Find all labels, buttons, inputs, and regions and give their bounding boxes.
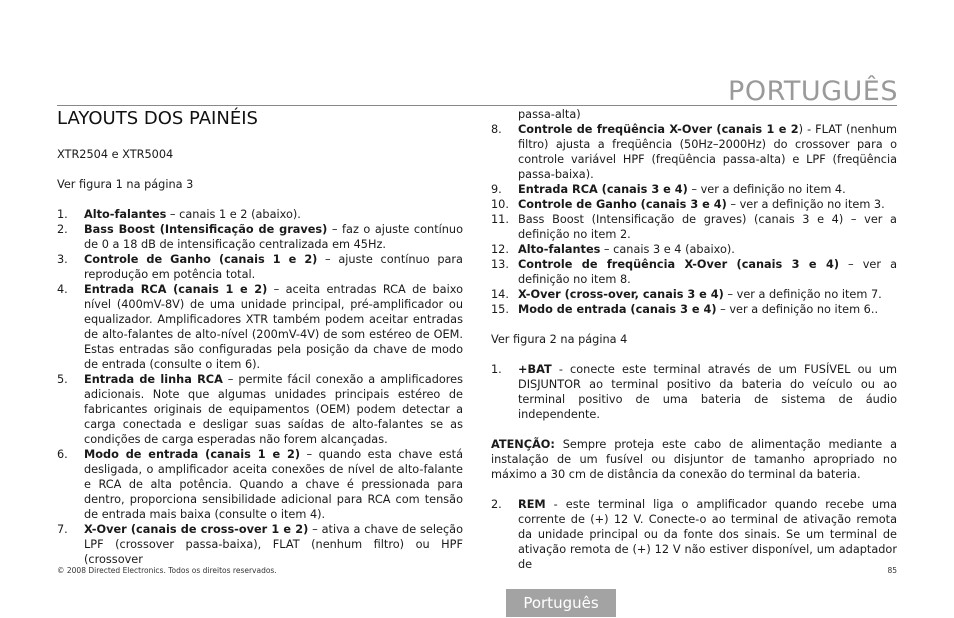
item-text [518, 197, 897, 212]
item-label: X-Over (canais de cross-over 1 e 2) [84, 523, 309, 536]
language-title: PORTUGUÊS [728, 76, 898, 107]
figure-reference-2: Ver figura 2 na página 4 [491, 333, 628, 346]
item-number: 2. [491, 498, 502, 511]
item-label: +BAT [518, 363, 552, 376]
item-text [518, 497, 897, 572]
item-label: Modo de entrada (canais 3 e 4) [518, 303, 717, 316]
item-number: 13. [491, 258, 509, 271]
item-text [518, 287, 897, 302]
list-item [57, 282, 463, 372]
item-desc: – ver a definição no item 4. [687, 183, 846, 196]
list-item [491, 302, 897, 317]
item-number: 5. [57, 373, 68, 386]
list-item [491, 122, 897, 182]
item-number: 4. [57, 283, 68, 296]
item-label: Alto-falantes [518, 243, 601, 256]
language-tab: Português [506, 589, 616, 617]
item-desc: – canais 1 e 2 (abaixo). [166, 208, 301, 221]
item-label: Alto-falantes [84, 208, 167, 221]
item-desc: - conecte este terminal através de um FUSÍVEL ou um DISJUNTOR ao terminal positivo da bateria do veículo ou ao terminal positivo de uma bateria de sistema de áudio independente. [518, 363, 897, 421]
item-number: 2. [57, 223, 68, 236]
item-desc: ) - FLAT (nenhum filtro) ajusta a freqüência (50Hz–2000Hz) do crossover para o controle variável HPF (freqüência passa-alta) e LPF (freqüência passa-baixa). [518, 123, 897, 181]
item-desc: – quando esta chave está desligada, o amplificador aceita conexões de nível de alto-falante e RCA de alta potência. Quando a chave é pressionada para dentro, proporciona sensibilidade adicional para RCA com tensão de entrada mais baixa (consulte o item 4). [84, 448, 464, 521]
page-number: 85 [887, 566, 897, 575]
list-item [491, 212, 897, 242]
item-label: Controle de Ganho (canais 1 e 2) [84, 253, 318, 266]
item-text [518, 122, 897, 182]
item-number: 14. [491, 288, 509, 301]
item-desc: – ativa a chave de seleção LPF (crossover passa-baixa), FLAT (nenhum filtro) ou HPF (crossover [84, 523, 463, 566]
item-text [518, 302, 897, 317]
item-label: Controle de freqüência X-Over (canais 1 e 2 [518, 123, 799, 136]
item-number: 9. [491, 183, 502, 196]
item-text [84, 282, 463, 372]
list-item [57, 447, 463, 522]
item-number: 15. [491, 303, 509, 316]
list-item [491, 242, 897, 257]
item-label: Bass Boost (Intensificação de graves) [84, 223, 328, 236]
continuation-text: passa-alta) [518, 108, 581, 121]
item-desc: – canais 3 e 4 (abaixo). [600, 243, 735, 256]
right-item-list [491, 122, 897, 317]
item-number: 10. [491, 198, 509, 211]
copyright-notice: © 2008 Directed Electronics. Todos os direitos reservados. [57, 566, 277, 575]
item-text [518, 182, 897, 197]
item-desc: – ver a definição no item 7. [723, 288, 882, 301]
item-number: 1. [57, 208, 68, 221]
item-desc: - este terminal liga o amplificador quando recebe uma corrente de (+) 12 V. Conecte-o ao terminal de ativação remota da unidade principal ou da fonte dos sinais. Se um terminal de ativação remota de (+) 12 V não estiver disponível, um adaptador de [518, 498, 897, 571]
item-text [518, 242, 897, 257]
item-text [518, 212, 897, 242]
right-column [491, 107, 897, 572]
list-item [491, 197, 897, 212]
item-text [84, 207, 463, 222]
item-label: Entrada RCA (canais 3 e 4) [518, 183, 688, 196]
item-desc: – ver a definição no item 3. [726, 198, 885, 211]
item-text [84, 222, 463, 252]
item-text [84, 372, 463, 447]
left-item-list [57, 207, 463, 567]
list-item [491, 257, 897, 287]
list-item [57, 372, 463, 447]
item-number: 11. [491, 213, 509, 226]
figure-reference: Ver figura 1 na página 3 [57, 178, 194, 191]
bat-item [491, 362, 897, 422]
item-number: 7. [57, 523, 68, 536]
models-line: XTR2504 e XTR5004 [57, 148, 174, 161]
header-divider [57, 105, 897, 106]
item-desc: Bass Boost (Intensificação de graves) (canais 3 e 4) – ver a definição no item 2. [518, 213, 897, 241]
item-desc: – aceita entradas RCA de baixo nível (400mV-8V) de uma unidade principal, pré-amplificador ou equalizador. Amplificadores XTR também podem aceitar entradas de alto-falantes de alto-nível (200mV-4V) de som estéreo de OEM. Estas entradas são configuradas pela posição da chave de modo de entrada (consulte o item 6). [84, 283, 463, 371]
item-label: Entrada RCA (canais 1 e 2) [84, 283, 268, 296]
item-text [518, 362, 897, 422]
item-desc: – faz o ajuste contínuo de 0 a 18 dB de intensificação centralizada em 45Hz. [84, 223, 463, 251]
item-number: 12. [491, 243, 509, 256]
item-label: REM [518, 498, 546, 511]
item-number: 3. [57, 253, 68, 266]
rem-item [491, 497, 897, 572]
section-title: LAYOUTS DOS PAINÉIS [57, 108, 258, 129]
item-desc: – ver a definição no item 6.. [716, 303, 879, 316]
list-item [57, 522, 463, 567]
item-number: 8. [491, 123, 502, 136]
item-label: Controle de Ganho (canais 3 e 4) [518, 198, 727, 211]
warning-text: Sempre proteja este cabo de alimentação mediante a instalação de um fusível ou disjuntor de tamanho apropriado no máximo a 30 cm de distância da conexão do terminal da bateria. [491, 438, 897, 481]
item-label: Controle de freqüência X-Over (canais 3 e 4) [518, 258, 839, 271]
item-text [84, 522, 463, 567]
list-item [57, 207, 463, 222]
item-desc: – ajuste contínuo para reprodução em potência total. [84, 253, 463, 281]
item-label: Entrada de linha RCA [84, 373, 223, 386]
item-desc: – permite fácil conexão a amplificadores adicionais. Note que algumas unidades principais estéreo de fabricantes originais de equipamentos (OEM) podem detectar a carga conectada e desligar suas saídas de alto-falantes se as condições de carga esperadas não forem alcançadas. [84, 373, 464, 446]
item-text [518, 257, 897, 287]
list-item [491, 287, 897, 302]
item-text [84, 447, 463, 522]
item-text [84, 252, 463, 282]
warning-note [491, 437, 897, 482]
item-label: Modo de entrada (canais 1 e 2) [84, 448, 301, 461]
item-number: 6. [57, 448, 68, 461]
list-item [57, 252, 463, 282]
list-item [491, 182, 897, 197]
list-item [57, 222, 463, 252]
item-label: X-Over (cross-over, canais 3 e 4) [518, 288, 724, 301]
warning-label: ATENÇÃO: [491, 438, 555, 451]
item-desc: – ver a definição no item 8. [518, 258, 898, 286]
left-column [57, 147, 463, 567]
item-number: 1. [491, 363, 502, 376]
